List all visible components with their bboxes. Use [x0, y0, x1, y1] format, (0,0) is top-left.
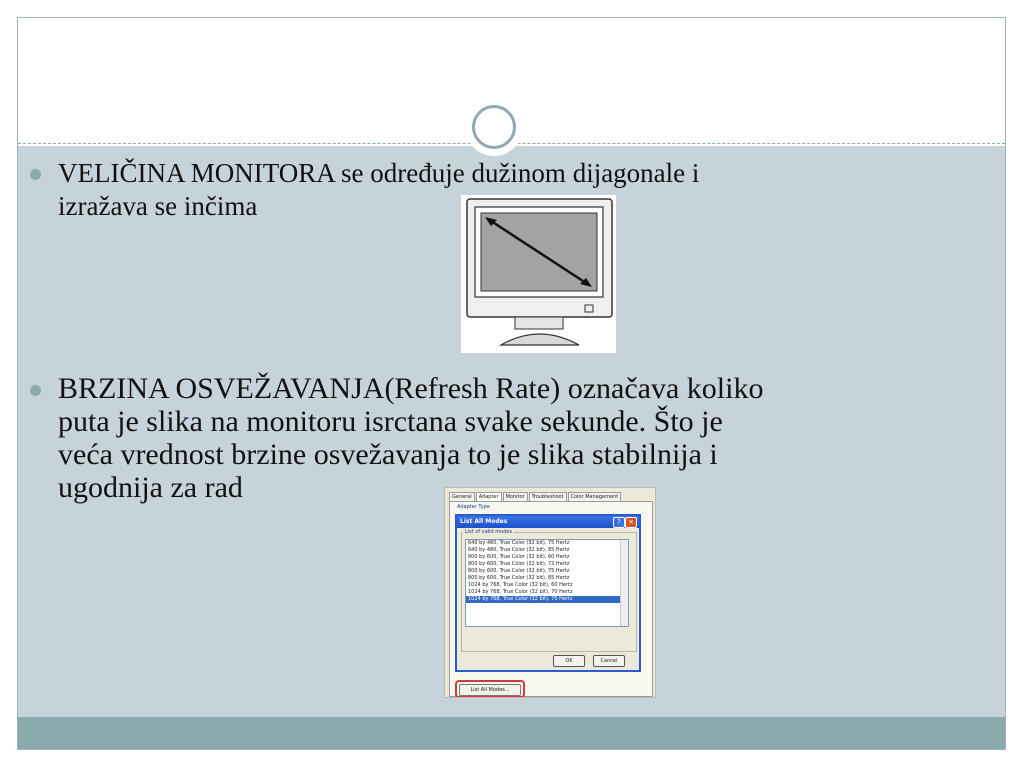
list-all-modes-button[interactable]: List All Modes...	[459, 684, 521, 696]
monitor-icon	[461, 195, 616, 353]
tab-color-management[interactable]: Color Management	[568, 492, 622, 501]
help-icon[interactable]: ?	[613, 517, 625, 528]
tab-monitor[interactable]: Monitor	[503, 492, 528, 501]
bullet-line: izražava se inčima	[58, 191, 258, 221]
tab-strip	[449, 492, 622, 501]
highlight-ring	[455, 680, 525, 698]
close-icon[interactable]: ×	[625, 517, 637, 528]
adapter-type-label: Adapter Type	[457, 504, 490, 510]
display-settings-screenshot	[444, 487, 656, 698]
circle-ornament-icon	[465, 98, 523, 156]
tab-troubleshoot[interactable]: Troubleshoot	[529, 492, 567, 501]
list-all-modes-dialog	[455, 514, 641, 672]
ok-button[interactable]: OK	[553, 655, 585, 667]
list-item[interactable]: 640 by 480, True Color (32 bit), 75 Hertz	[468, 540, 570, 546]
list-item[interactable]: 800 by 600, True Color (32 bit), 72 Hertz	[468, 561, 570, 567]
cancel-button[interactable]: Cancel	[593, 655, 625, 667]
tab-adapter[interactable]: Adapter	[476, 492, 502, 501]
list-label: List of valid modes	[465, 529, 513, 535]
list-item[interactable]: 640 by 480, True Color (32 bit), 85 Hertz	[468, 547, 570, 553]
monitor-diagonal-image	[461, 195, 616, 353]
scrollbar[interactable]	[620, 540, 628, 626]
bullet-refresh-rate	[30, 372, 970, 504]
footer-band	[18, 717, 1005, 750]
list-item[interactable]: 1024 by 768, True Color (32 bit), 75 Hertz	[466, 596, 628, 603]
list-item[interactable]: 1024 by 768, True Color (32 bit), 60 Hertz	[468, 582, 573, 588]
bullet-line: puta je slika na monitoru isrctana svake sekunde. Što je	[58, 405, 723, 438]
dialog-title: List All Modes	[457, 516, 639, 528]
list-item[interactable]: 1024 by 768, True Color (32 bit), 70 Hertz	[468, 589, 573, 595]
bullet-line: veća vrednost brzine osvežavanja to je slika stabilnija i	[58, 438, 718, 471]
bullet-line: BRZINA OSVEŽAVANJA(Refresh Rate) označava koliko	[58, 372, 764, 405]
bullet-line: VELIČINA MONITORA se određuje dužinom dijagonale i	[58, 158, 700, 188]
bullet-line: ugodnija za rad	[58, 471, 243, 504]
list-item[interactable]: 800 by 600, True Color (32 bit), 75 Hertz	[468, 568, 570, 574]
list-item[interactable]: 800 by 600, True Color (32 bit), 85 Hertz	[468, 575, 570, 581]
modes-listbox[interactable]	[465, 539, 629, 627]
bullet-dot-icon	[30, 169, 41, 180]
bullet-dot-icon	[30, 385, 41, 396]
list-item[interactable]: 800 by 600, True Color (32 bit), 60 Hertz	[468, 554, 570, 560]
tab-general[interactable]: General	[449, 492, 475, 501]
